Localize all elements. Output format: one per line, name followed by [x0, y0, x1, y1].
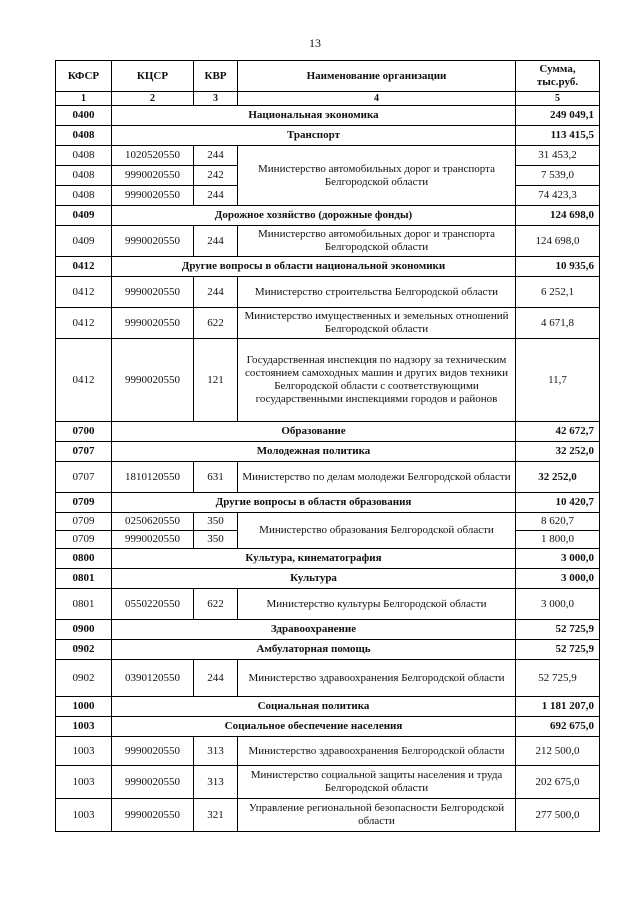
section-title: Дорожное хозяйство (дорожные фонды) [112, 206, 516, 226]
table-row [56, 277, 600, 308]
section-row [56, 549, 600, 569]
section-title: Транспорт [112, 126, 516, 146]
kvr-code: 622 [194, 589, 238, 620]
column-number: 5 [516, 92, 600, 106]
organization-name: Министерство здравоохранения Белгородской области [238, 737, 516, 766]
kfsr-code: 0801 [56, 589, 112, 620]
header-org-name: Наименование организации [238, 61, 516, 92]
kfsr-code: 0707 [56, 442, 112, 462]
section-title: Другие вопросы в областя образования [112, 493, 516, 513]
kcsr-code: 9990020550 [112, 166, 194, 186]
organization-name: Министерство имущественных и земельных отношений Белгородской области [238, 308, 516, 339]
row-sum: 212 500,0 [516, 737, 600, 766]
table-row [56, 339, 600, 422]
kcsr-code: 1020520550 [112, 146, 194, 166]
column-number: 3 [194, 92, 238, 106]
organization-name: Министерство социальной защиты населения и труда Белгородской области [238, 766, 516, 799]
section-title: Социальное обеспечение населения [112, 717, 516, 737]
organization-name: Министерство автомобильных дорог и транспорта Белгородской области [238, 226, 516, 257]
kfsr-code: 0408 [56, 126, 112, 146]
organization-name: Министерство образования Белгородской области [238, 513, 516, 549]
section-row [56, 257, 600, 277]
kcsr-code: 9990020550 [112, 531, 194, 549]
section-sum: 249 049,1 [516, 106, 600, 126]
section-row [56, 569, 600, 589]
table-row [56, 737, 600, 766]
kcsr-code: 9990020550 [112, 339, 194, 422]
kvr-code: 622 [194, 308, 238, 339]
kcsr-code: 9990020550 [112, 766, 194, 799]
section-title: Молодежная политика [112, 442, 516, 462]
kfsr-code: 0412 [56, 339, 112, 422]
table-row [56, 462, 600, 493]
row-sum: 1 800,0 [516, 531, 600, 549]
section-sum: 692 675,0 [516, 717, 600, 737]
table-body [56, 106, 600, 832]
kcsr-code: 9990020550 [112, 737, 194, 766]
header-sum-line2: тыс.руб. [536, 76, 579, 88]
kfsr-code: 0709 [56, 513, 112, 531]
kcsr-code: 1810120550 [112, 462, 194, 493]
section-title: Социальная политика [112, 697, 516, 717]
organization-name: Министерство строительства Белгородской области [238, 277, 516, 308]
header-kvr: КВР [194, 61, 238, 92]
kfsr-code: 0900 [56, 620, 112, 640]
kfsr-code: 0412 [56, 257, 112, 277]
section-title: Здравоохранение [112, 620, 516, 640]
kfsr-code: 0400 [56, 106, 112, 126]
row-sum: 74 423,3 [516, 186, 600, 206]
section-row [56, 442, 600, 462]
organization-name: Министерство автомобильных дорог и транспорта Белгородской области [238, 146, 516, 206]
kcsr-code: 9990020550 [112, 186, 194, 206]
row-sum: 11,7 [516, 339, 600, 422]
section-row [56, 422, 600, 442]
kvr-code: 350 [194, 531, 238, 549]
section-sum: 10 420,7 [516, 493, 600, 513]
kvr-code: 244 [194, 146, 238, 166]
section-row [56, 493, 600, 513]
row-sum: 8 620,7 [516, 513, 600, 531]
table-row [56, 799, 600, 832]
kvr-code: 244 [194, 660, 238, 697]
kfsr-code: 0707 [56, 462, 112, 493]
kfsr-code: 0800 [56, 549, 112, 569]
organization-name: Министерство здравоохранения Белгородской области [238, 660, 516, 697]
row-sum: 6 252,1 [516, 277, 600, 308]
kcsr-code: 9990020550 [112, 277, 194, 308]
section-title: Национальная экономика [112, 106, 516, 126]
kvr-code: 244 [194, 277, 238, 308]
kfsr-code: 0409 [56, 226, 112, 257]
kcsr-code: 0550220550 [112, 589, 194, 620]
section-row [56, 717, 600, 737]
kfsr-code: 1003 [56, 799, 112, 832]
budget-table [55, 60, 600, 832]
kfsr-code: 0408 [56, 186, 112, 206]
row-sum: 277 500,0 [516, 799, 600, 832]
kfsr-code: 0412 [56, 277, 112, 308]
page-number: 13 [309, 36, 321, 50]
organization-name: Государственная инспекция по надзору за техническим состоянием самоходных машин и других видов техники Белгородской области с соответствующими государственными инспекциями городов и районов [238, 339, 516, 422]
row-sum: 202 675,0 [516, 766, 600, 799]
kcsr-code: 0390120550 [112, 660, 194, 697]
section-row [56, 697, 600, 717]
table-row [56, 660, 600, 697]
row-sum: 3 000,0 [516, 589, 600, 620]
column-number-row [56, 92, 600, 106]
section-sum: 1 181 207,0 [516, 697, 600, 717]
kfsr-code: 0801 [56, 569, 112, 589]
section-sum: 42 672,7 [516, 422, 600, 442]
section-sum: 32 252,0 [516, 442, 600, 462]
column-number: 1 [56, 92, 112, 106]
section-sum: 10 935,6 [516, 257, 600, 277]
section-sum: 52 725,9 [516, 640, 600, 660]
kvr-code: 244 [194, 186, 238, 206]
section-title: Другие вопросы в области национальной экономики [112, 257, 516, 277]
organization-name: Министерство культуры Белгородской области [238, 589, 516, 620]
section-row [56, 126, 600, 146]
kvr-code: 313 [194, 737, 238, 766]
kvr-code: 350 [194, 513, 238, 531]
section-sum: 124 698,0 [516, 206, 600, 226]
organization-name: Управление региональной безопасности Белгородской области [238, 799, 516, 832]
row-sum: 52 725,9 [516, 660, 600, 697]
row-sum: 4 671,8 [516, 308, 600, 339]
kfsr-code: 0709 [56, 531, 112, 549]
section-title: Амбулаторная помощь [112, 640, 516, 660]
kvr-code: 121 [194, 339, 238, 422]
table-row [56, 513, 600, 531]
kfsr-code: 0412 [56, 308, 112, 339]
table-row [56, 589, 600, 620]
section-sum: 113 415,5 [516, 126, 600, 146]
kfsr-code: 1003 [56, 766, 112, 799]
kvr-code: 244 [194, 226, 238, 257]
section-sum: 52 725,9 [516, 620, 600, 640]
kfsr-code: 0408 [56, 146, 112, 166]
kfsr-code: 0409 [56, 206, 112, 226]
table-row [56, 226, 600, 257]
section-row [56, 640, 600, 660]
table-row [56, 146, 600, 166]
kcsr-code: 9990020550 [112, 226, 194, 257]
header-sum-line1: Сумма, [539, 63, 576, 75]
row-sum: 32 252,0 [516, 462, 600, 493]
header-kcsr: КЦСР [112, 61, 194, 92]
kfsr-code: 0902 [56, 640, 112, 660]
header-kfsr: КФСР [56, 61, 112, 92]
kfsr-code: 1003 [56, 737, 112, 766]
kfsr-code: 0902 [56, 660, 112, 697]
table-row [56, 308, 600, 339]
section-title: Культура [112, 569, 516, 589]
section-title: Образование [112, 422, 516, 442]
row-sum: 31 453,2 [516, 146, 600, 166]
kvr-code: 242 [194, 166, 238, 186]
kcsr-code: 9990020550 [112, 799, 194, 832]
organization-name: Министерство по делам молодежи Белгородской области [238, 462, 516, 493]
section-sum: 3 000,0 [516, 549, 600, 569]
kfsr-code: 1000 [56, 697, 112, 717]
column-number: 4 [238, 92, 516, 106]
header-sum [516, 61, 600, 92]
kvr-code: 321 [194, 799, 238, 832]
kcsr-code: 9990020550 [112, 308, 194, 339]
section-sum: 3 000,0 [516, 569, 600, 589]
kfsr-code: 0408 [56, 166, 112, 186]
section-row [56, 620, 600, 640]
kfsr-code: 1003 [56, 717, 112, 737]
row-sum: 7 539,0 [516, 166, 600, 186]
kcsr-code: 0250620550 [112, 513, 194, 531]
row-sum: 124 698,0 [516, 226, 600, 257]
table-row [56, 766, 600, 799]
kfsr-code: 0709 [56, 493, 112, 513]
kfsr-code: 0700 [56, 422, 112, 442]
kvr-code: 313 [194, 766, 238, 799]
kvr-code: 631 [194, 462, 238, 493]
table-header-row [56, 61, 600, 92]
column-number: 2 [112, 92, 194, 106]
section-row [56, 106, 600, 126]
section-row [56, 206, 600, 226]
section-title: Культура, кинематография [112, 549, 516, 569]
